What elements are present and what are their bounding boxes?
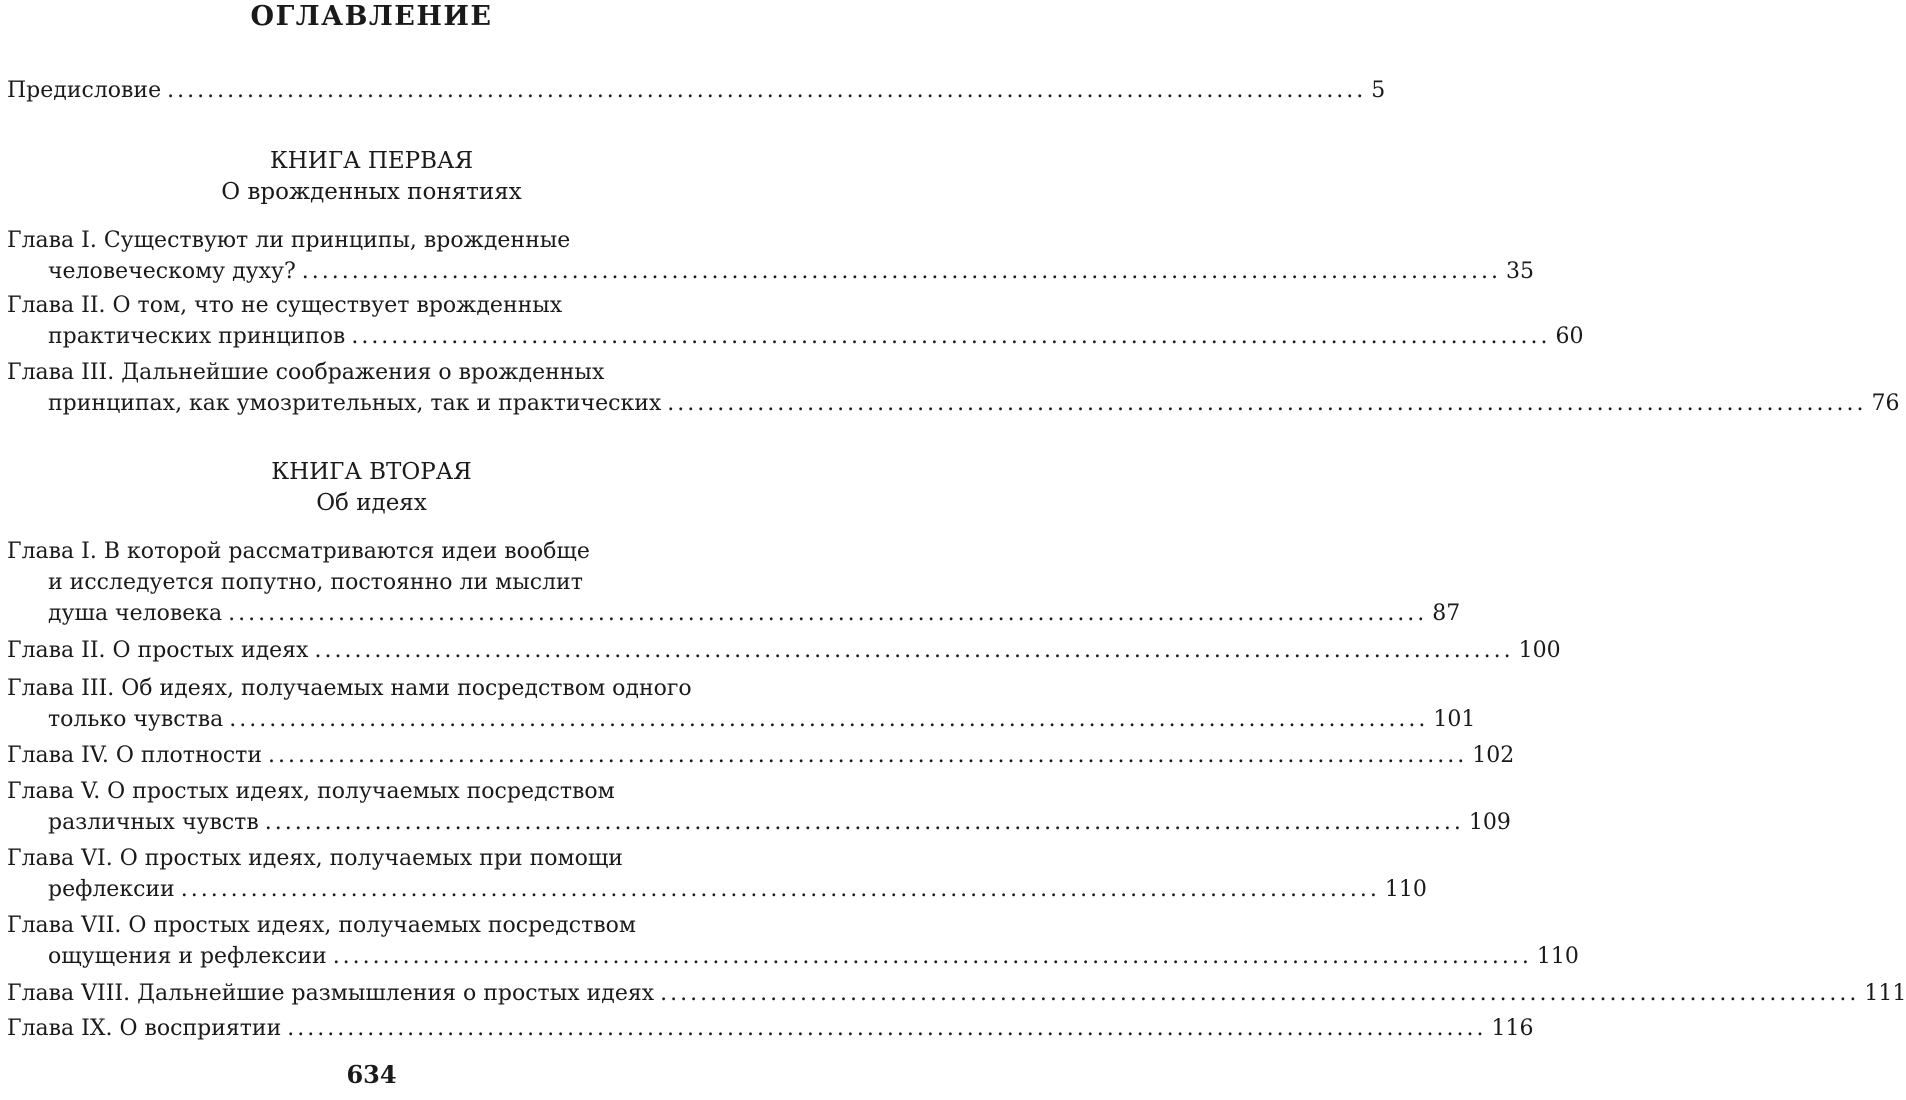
entry-line: Глава VIII. Дальнейшие размышления о простых идеях: [7, 981, 655, 1006]
toc-entry: [7, 978, 1906, 1009]
leader-dots: ........................................................................................................................: [264, 810, 1464, 835]
book-1-subtitle: О врожденных понятиях: [221, 179, 522, 205]
toc-entry: [7, 910, 1579, 972]
entry-line: душа человека: [48, 601, 223, 626]
entry-line: Глава III. Об идеях, получаемых нами посредством одного: [7, 676, 692, 701]
entry-line: Глава IV. О плотности: [7, 743, 263, 768]
entry-line: рефлексии: [48, 877, 175, 902]
book-2-title: КНИГА ВТОРАЯ: [271, 459, 472, 485]
entry-label: Предисловие: [7, 78, 162, 103]
toc-entry: [7, 740, 1515, 771]
entry-line: Глава III. Дальнейшие соображения о врожденных: [7, 360, 605, 385]
entry-page: 110: [1384, 877, 1427, 902]
leader-dots: ........................................................................................................................: [229, 707, 1429, 732]
entry-line: практических принципов: [48, 324, 346, 349]
toc-entry: [7, 225, 1534, 287]
entry-page: 111: [1864, 981, 1906, 1006]
entry-line: Глава II. О простых идеях: [7, 638, 309, 663]
entry-line: Глава I. В которой рассматриваются идеи вообще: [7, 539, 590, 564]
entry-page: 100: [1518, 638, 1561, 663]
leader-dots: ........................................................................................................................: [667, 391, 1867, 416]
book-2-heading: [0, 457, 743, 519]
book-2-subtitle: Об идеях: [316, 490, 427, 516]
entry-line: Глава II. О том, что не существует врожденных: [7, 293, 563, 318]
leader-dots: ........................................................................................................................: [301, 259, 1501, 284]
entry-page: 109: [1468, 810, 1511, 835]
toc-entry: [7, 635, 1561, 666]
entry-page: 35: [1505, 259, 1534, 284]
entry-line: только чувства: [48, 707, 224, 732]
page-title: ОГЛАВЛЕНИЕ: [250, 1, 493, 32]
entry-line: различных чувств: [48, 810, 259, 835]
entry-line: Глава V. О простых идеях, получаемых посредством: [7, 779, 615, 804]
book-1-heading: [0, 146, 743, 208]
entry-line: Глава I. Существуют ли принципы, врожденные: [7, 228, 571, 253]
toc-entry: [7, 673, 1476, 735]
leader-dots: ........................................................................................................................: [332, 944, 1532, 969]
entry-line: Глава IX. О восприятии: [7, 1016, 282, 1041]
page-number: 634: [346, 1060, 397, 1089]
leader-dots: ........................................................................................................................: [268, 743, 1468, 768]
leader-dots: ........................................................................................................................: [287, 1016, 1487, 1041]
entry-page: 5: [1371, 78, 1386, 103]
entry-page: 76: [1871, 391, 1900, 416]
book-1-title: КНИГА ПЕРВАЯ: [269, 148, 474, 174]
leader-dots: ........................................................................................................................: [228, 601, 1428, 626]
entry-line: принципах, как умозрительных, так и практических: [48, 391, 662, 416]
toc-entry: [7, 776, 1511, 838]
entry-page: 110: [1536, 944, 1579, 969]
entry-line: и исследуется попутно, постоянно ли мыслит: [48, 570, 583, 595]
toc-entry: [7, 536, 1461, 629]
toc-entry: [7, 1013, 1534, 1044]
entry-line: ощущения и рефлексии: [48, 944, 327, 969]
leader-dots: ........................................................................................................................: [180, 877, 1380, 902]
leader-dots: ........................................................................................................................: [351, 324, 1551, 349]
entry-line: человеческому духу?: [48, 259, 296, 284]
entry-line: Глава VI. О простых идеях, получаемых при помощи: [7, 846, 623, 871]
entry-page: 101: [1433, 707, 1476, 732]
entry-line: Глава VII. О простых идеях, получаемых посредством: [7, 913, 636, 938]
toc-entry: [7, 357, 1900, 419]
leader-dots: ........................................................................................................................: [660, 981, 1860, 1006]
entry-page: 87: [1432, 601, 1461, 626]
entry-page: 60: [1555, 324, 1584, 349]
leader-dots: ........................................................................................................................: [167, 78, 1367, 103]
toc-entry: [7, 843, 1427, 905]
entry-page: 116: [1491, 1016, 1534, 1041]
toc-entry: [7, 290, 1584, 352]
leader-dots: ........................................................................................................................: [314, 638, 1514, 663]
toc-entry-preface: [7, 75, 1386, 106]
entry-page: 102: [1472, 743, 1515, 768]
